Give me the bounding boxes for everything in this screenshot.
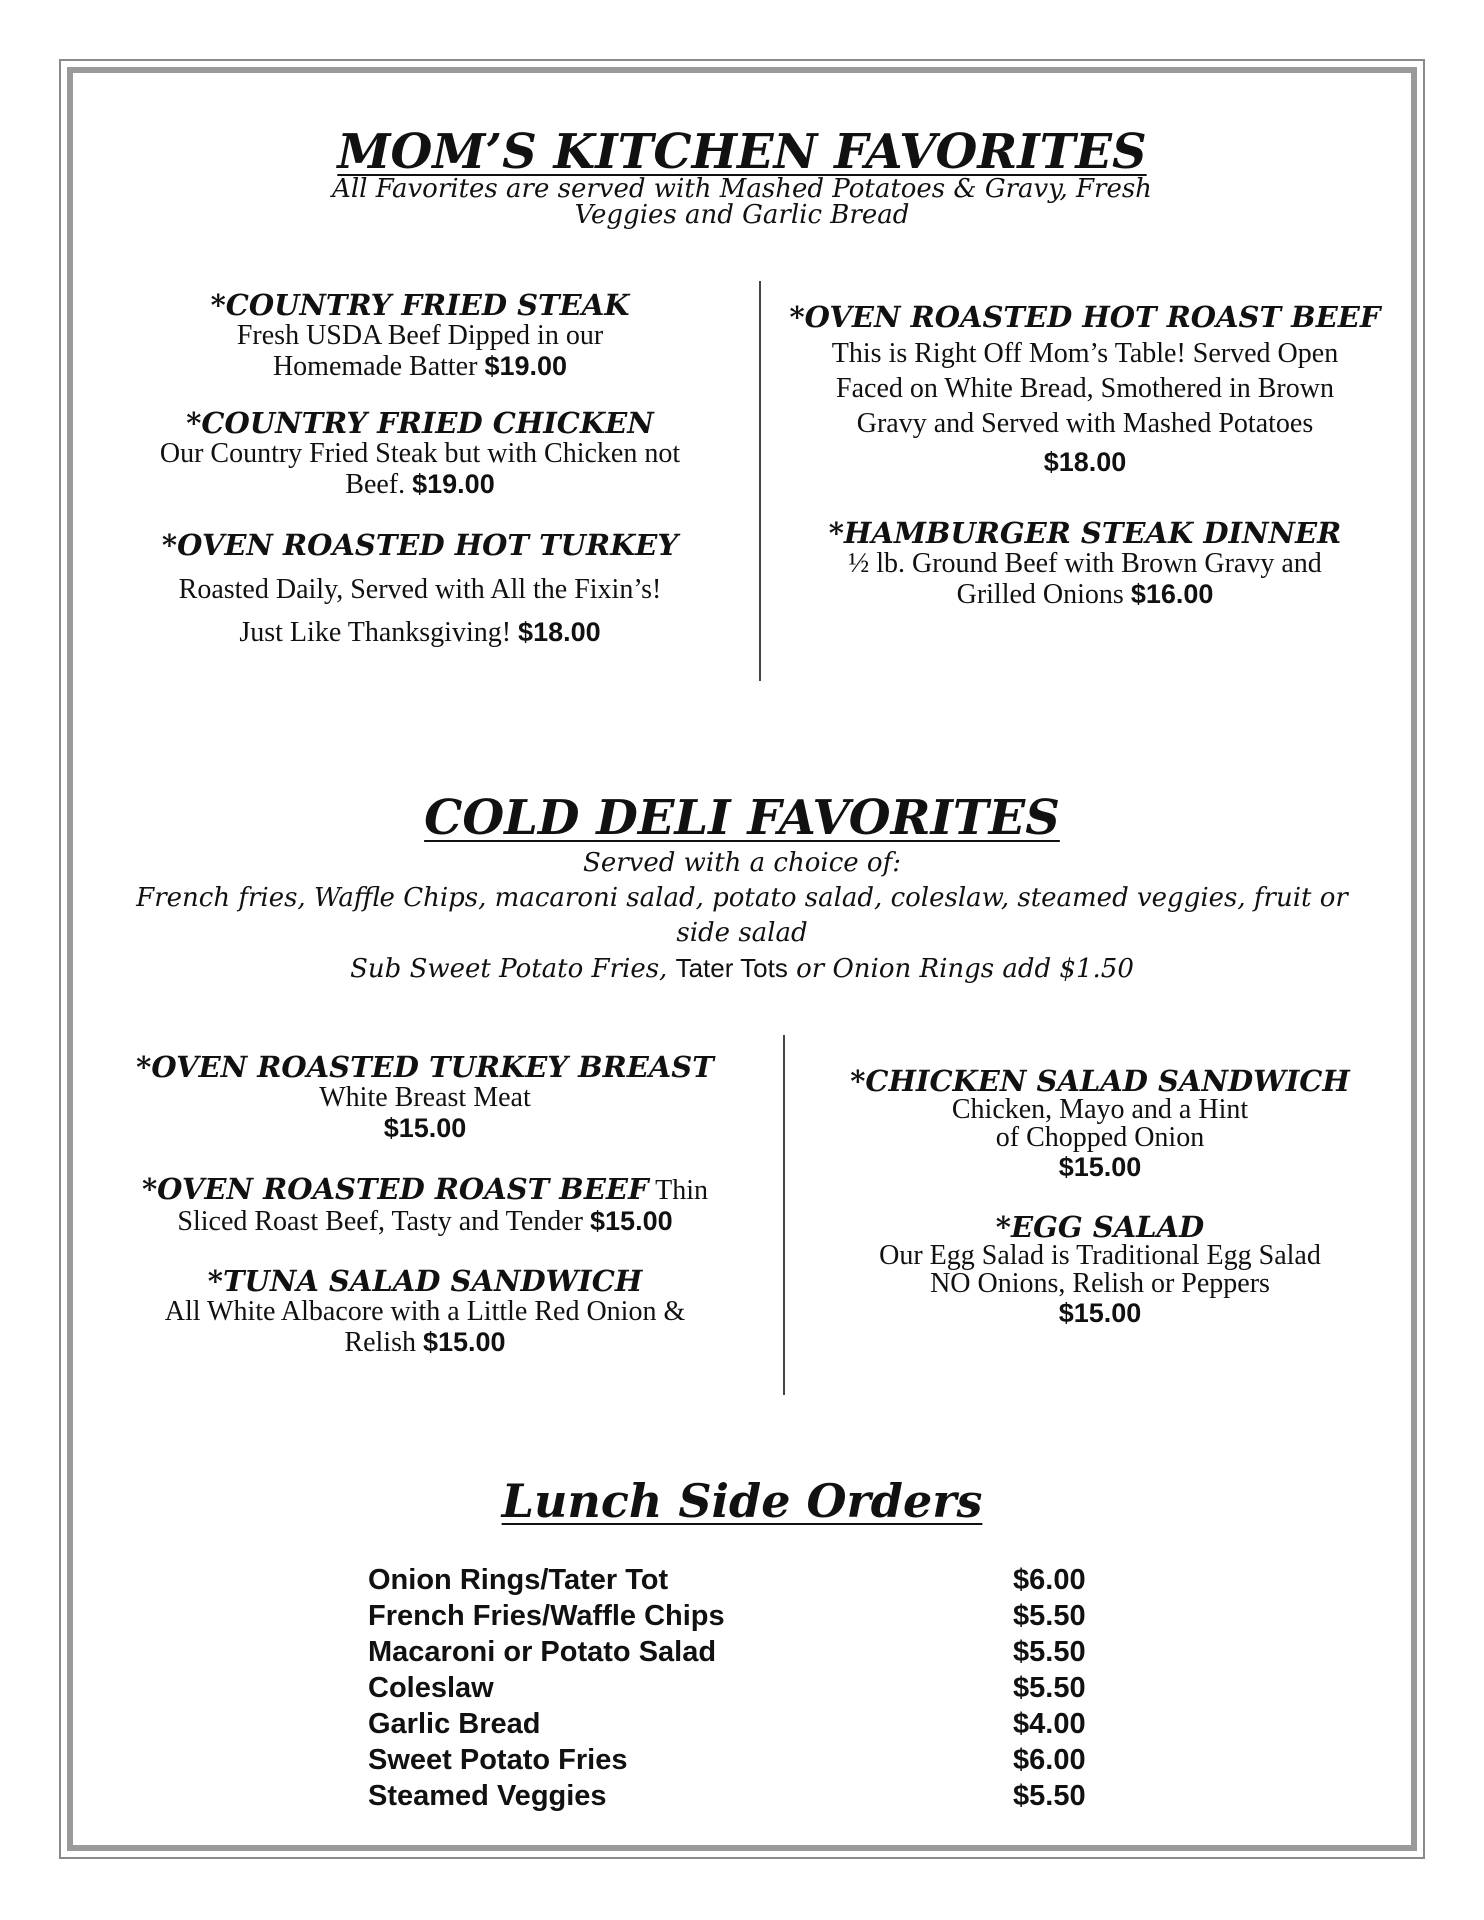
side-item-name: Onion Rings/Tater Tot xyxy=(368,1564,669,1596)
item-price: $15.00 xyxy=(1058,1152,1142,1183)
item-description: All White Albacore with a Little Red Onion & xyxy=(164,1296,686,1328)
moms-subtitle-line2: Veggies and Garlic Bread xyxy=(574,200,910,230)
item-title: *OVEN ROASTED ROAST BEEF xyxy=(141,1172,649,1206)
item-description: Our Country Fried Steak but with Chicken not xyxy=(159,438,681,470)
item-description: Faced on White Bread, Smothered in Brown xyxy=(836,373,1334,405)
item-price: $16.00 xyxy=(1130,579,1214,610)
item-title: *HAMBURGER STEAK DINNER xyxy=(828,516,1342,550)
item-price: $19.00 xyxy=(412,469,495,500)
item-price: $15.00 xyxy=(590,1206,673,1236)
side-item-price: $6.00 xyxy=(1013,1564,1086,1596)
menu-item-oven-roasted-roast-beef xyxy=(110,1174,740,1237)
item-description: Grilled Onions xyxy=(956,579,1124,611)
item-description: Our Egg Salad is Traditional Egg Salad xyxy=(879,1240,1321,1272)
moms-subtitle-line1: All Favorites are served with Mashed Potatoes & Gravy, Fresh xyxy=(332,174,1152,204)
side-item-name: Steamed Veggies xyxy=(368,1780,607,1812)
side-item-price: $6.00 xyxy=(1013,1744,1086,1776)
item-price: $15.00 xyxy=(1058,1298,1142,1329)
side-item-name: Sweet Potato Fries xyxy=(368,1744,628,1776)
deli-column-divider xyxy=(783,1035,785,1395)
item-title: *COUNTRY FRIED CHICKEN xyxy=(186,406,654,440)
item-description: Fresh USDA Beef Dipped in our xyxy=(236,320,604,352)
item-price: $18.00 xyxy=(518,617,601,648)
item-price: $18.00 xyxy=(1043,447,1127,478)
item-description: Sliced Roast Beef, Tasty and Tender xyxy=(177,1206,584,1237)
side-item-price: $5.50 xyxy=(1013,1672,1086,1704)
deli-section-title: COLD DELI FAVORITES xyxy=(424,790,1060,846)
menu-item-hamburger-steak-dinner xyxy=(775,518,1395,610)
menu-item-country-fried-chicken xyxy=(100,408,740,500)
item-title: *CHICKEN SALAD SANDWICH xyxy=(850,1064,1350,1098)
deli-subtitle-line3: side salad xyxy=(676,918,808,948)
side-item-name: French Fries/Waffle Chips xyxy=(368,1600,725,1632)
item-title: *OVEN ROASTED HOT ROAST BEEF xyxy=(789,300,1381,334)
deli-substitution-note xyxy=(0,951,1484,987)
menu-item-egg-salad xyxy=(805,1212,1395,1329)
item-description: White Breast Meat xyxy=(319,1082,531,1114)
item-price: $15.00 xyxy=(422,1327,506,1358)
item-description: Just Like Thanksgiving! xyxy=(239,617,512,649)
item-description: of Chopped Onion xyxy=(995,1122,1205,1154)
item-description: Beef. xyxy=(345,469,406,501)
deli-subtitle-line1: Served with a choice of: xyxy=(583,848,901,878)
item-description: Gravy and Served with Mashed Potatoes xyxy=(856,408,1314,440)
item-description: Thin xyxy=(648,1175,709,1206)
side-item-price: $5.50 xyxy=(1013,1780,1086,1812)
sides-section-title: Lunch Side Orders xyxy=(501,1474,983,1528)
menu-item-oven-roasted-hot-roast-beef xyxy=(775,302,1395,478)
side-item-price: $5.50 xyxy=(1013,1600,1086,1632)
menu-item-tuna-salad-sandwich xyxy=(110,1266,740,1358)
side-item-name: Macaroni or Potato Salad xyxy=(368,1636,717,1668)
item-price: $19.00 xyxy=(484,351,568,382)
side-item-name: Garlic Bread xyxy=(368,1708,541,1740)
menu-item-country-fried-steak xyxy=(100,290,740,382)
menu-item-oven-roasted-turkey-breast xyxy=(110,1052,740,1144)
substitution-text: or Onion Rings add $1.50 xyxy=(787,954,1134,984)
item-description: ½ lb. Ground Beef with Brown Gravy and xyxy=(848,548,1322,580)
side-item-price: $4.00 xyxy=(1013,1708,1086,1740)
moms-column-divider xyxy=(759,281,761,681)
item-description: Roasted Daily, Served with All the Fixin’s! xyxy=(178,574,662,606)
item-description: This is Right Off Mom’s Table! Served Open xyxy=(831,338,1339,370)
item-title: *TUNA SALAD SANDWICH xyxy=(207,1264,643,1298)
item-title: *COUNTRY FRIED STEAK xyxy=(210,288,630,322)
item-description: NO Onions, Relish or Peppers xyxy=(930,1268,1270,1300)
substitution-text: Sub Sweet Potato Fries, xyxy=(350,954,676,984)
moms-section-title: MOM’S KITCHEN FAVORITES xyxy=(337,124,1147,180)
substitution-text: Tater Tots xyxy=(675,953,788,983)
item-price: $15.00 xyxy=(383,1113,467,1144)
item-title: *EGG SALAD xyxy=(995,1210,1205,1244)
deli-subtitle-line2: French fries, Waffle Chips, macaroni salad, potato salad, coleslaw, steamed veggies, fruit or xyxy=(136,883,1348,913)
item-description: Homemade Batter xyxy=(272,351,478,383)
item-title: *OVEN ROASTED TURKEY BREAST xyxy=(136,1050,714,1084)
side-item-name: Coleslaw xyxy=(368,1672,494,1704)
item-title: *OVEN ROASTED HOT TURKEY xyxy=(161,528,679,562)
menu-item-chicken-salad-sandwich xyxy=(805,1066,1395,1183)
side-item-price: $5.50 xyxy=(1013,1636,1086,1668)
item-description: Chicken, Mayo and a Hint xyxy=(951,1094,1249,1126)
menu-item-oven-roasted-hot-turkey xyxy=(100,530,740,648)
item-description: Relish xyxy=(344,1327,416,1359)
